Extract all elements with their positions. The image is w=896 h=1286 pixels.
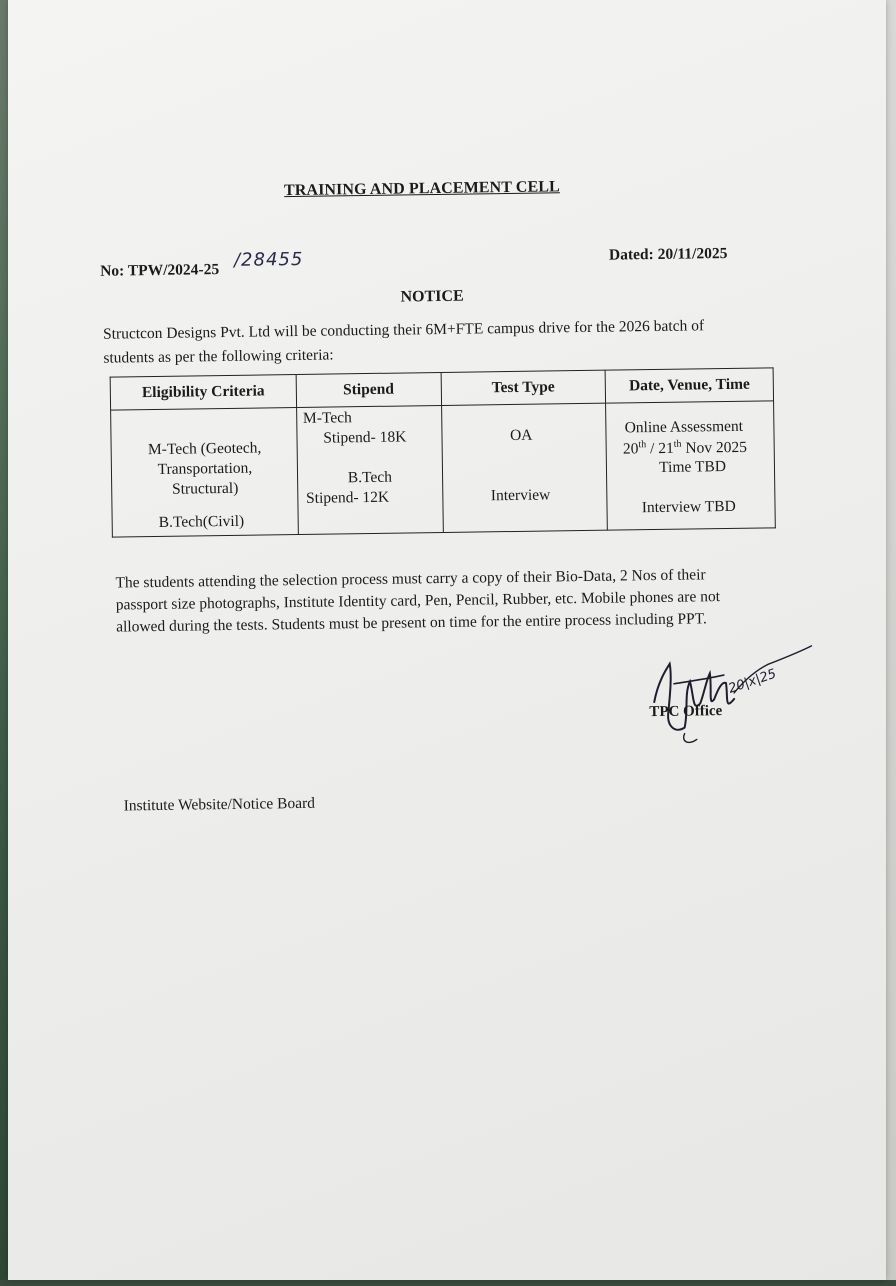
handwritten-signature: [643, 640, 825, 753]
eligibility-line: M-Tech (Geotech,: [147, 439, 262, 459]
test-type-oa: OA: [509, 426, 533, 445]
header-date-venue-time: Date, Venue, Time: [605, 368, 773, 403]
cell-schedule: [606, 401, 776, 530]
header-test-type: Test Type: [441, 370, 606, 405]
schedule-dates: [623, 438, 747, 459]
schedule-date-a: 20: [622, 440, 639, 458]
notice-date: Dated: 20/11/2025: [608, 244, 728, 264]
instructions-line: The students attending the selection process must carry a copy of their Bio-Data, 2 Nos of their: [115, 566, 706, 592]
table-row: [111, 401, 776, 537]
reference-number: No: TPW/2024-25: [100, 261, 220, 280]
instructions-line: allowed during the tests. Students must be present on time for the entire process including PPT.: [116, 610, 707, 636]
header-eligibility: Eligibility Criteria: [110, 375, 296, 411]
svg-text:20|x|25: 20|x|25: [726, 666, 779, 697]
schedule-sup-b: th: [673, 438, 682, 450]
distribution-note: Institute Website/Notice Board: [123, 794, 316, 815]
cell-eligibility: [111, 408, 298, 538]
schedule-month-year: Nov 2025: [681, 438, 748, 457]
intro-paragraph: [103, 313, 784, 370]
stipend-btech-label: B.Tech: [347, 468, 393, 487]
instructions-line: passport size photographs, Institute Identity card, Pen, Pencil, Rubber, etc. Mobile phones are not: [115, 588, 721, 614]
eligibility-btech: B.Tech(Civil): [158, 512, 245, 531]
intro-line: Structcon Designs Pvt. Ltd will be conducting their 6M+FTE campus drive for the 2026 batch of: [102, 317, 705, 343]
eligibility-line: Structural): [171, 479, 239, 498]
criteria-table: [110, 367, 776, 537]
schedule-time-tbd: Time TBD: [659, 458, 727, 476]
instructions-paragraph: [115, 563, 796, 638]
notice-title: NOTICE: [400, 287, 464, 306]
intro-line: students as per the following criteria:: [103, 346, 334, 367]
cell-test-type: [441, 403, 607, 532]
stipend-mtech-label: M-Tech: [302, 409, 352, 427]
eligibility-mtech: [140, 438, 271, 500]
eligibility-line: Transportation,: [157, 459, 253, 478]
handwritten-reference: /28455: [233, 248, 304, 271]
page-heading: TRAINING AND PLACEMENT CELL: [283, 178, 560, 200]
stipend-btech-value: Stipend- 12K: [305, 488, 390, 507]
schedule-date-b: / 21: [646, 439, 674, 458]
test-type-interview: Interview: [490, 486, 551, 505]
schedule-interview-tbd: Interview TBD: [641, 497, 736, 517]
signatory-office: TPC Office: [649, 703, 723, 721]
schedule-sup-a: th: [638, 439, 647, 451]
cell-stipend: [296, 405, 443, 534]
schedule-online-assessment: Online Assessment: [624, 417, 744, 437]
header-stipend: Stipend: [296, 372, 441, 407]
stipend-mtech-value: Stipend- 18K: [323, 428, 407, 447]
